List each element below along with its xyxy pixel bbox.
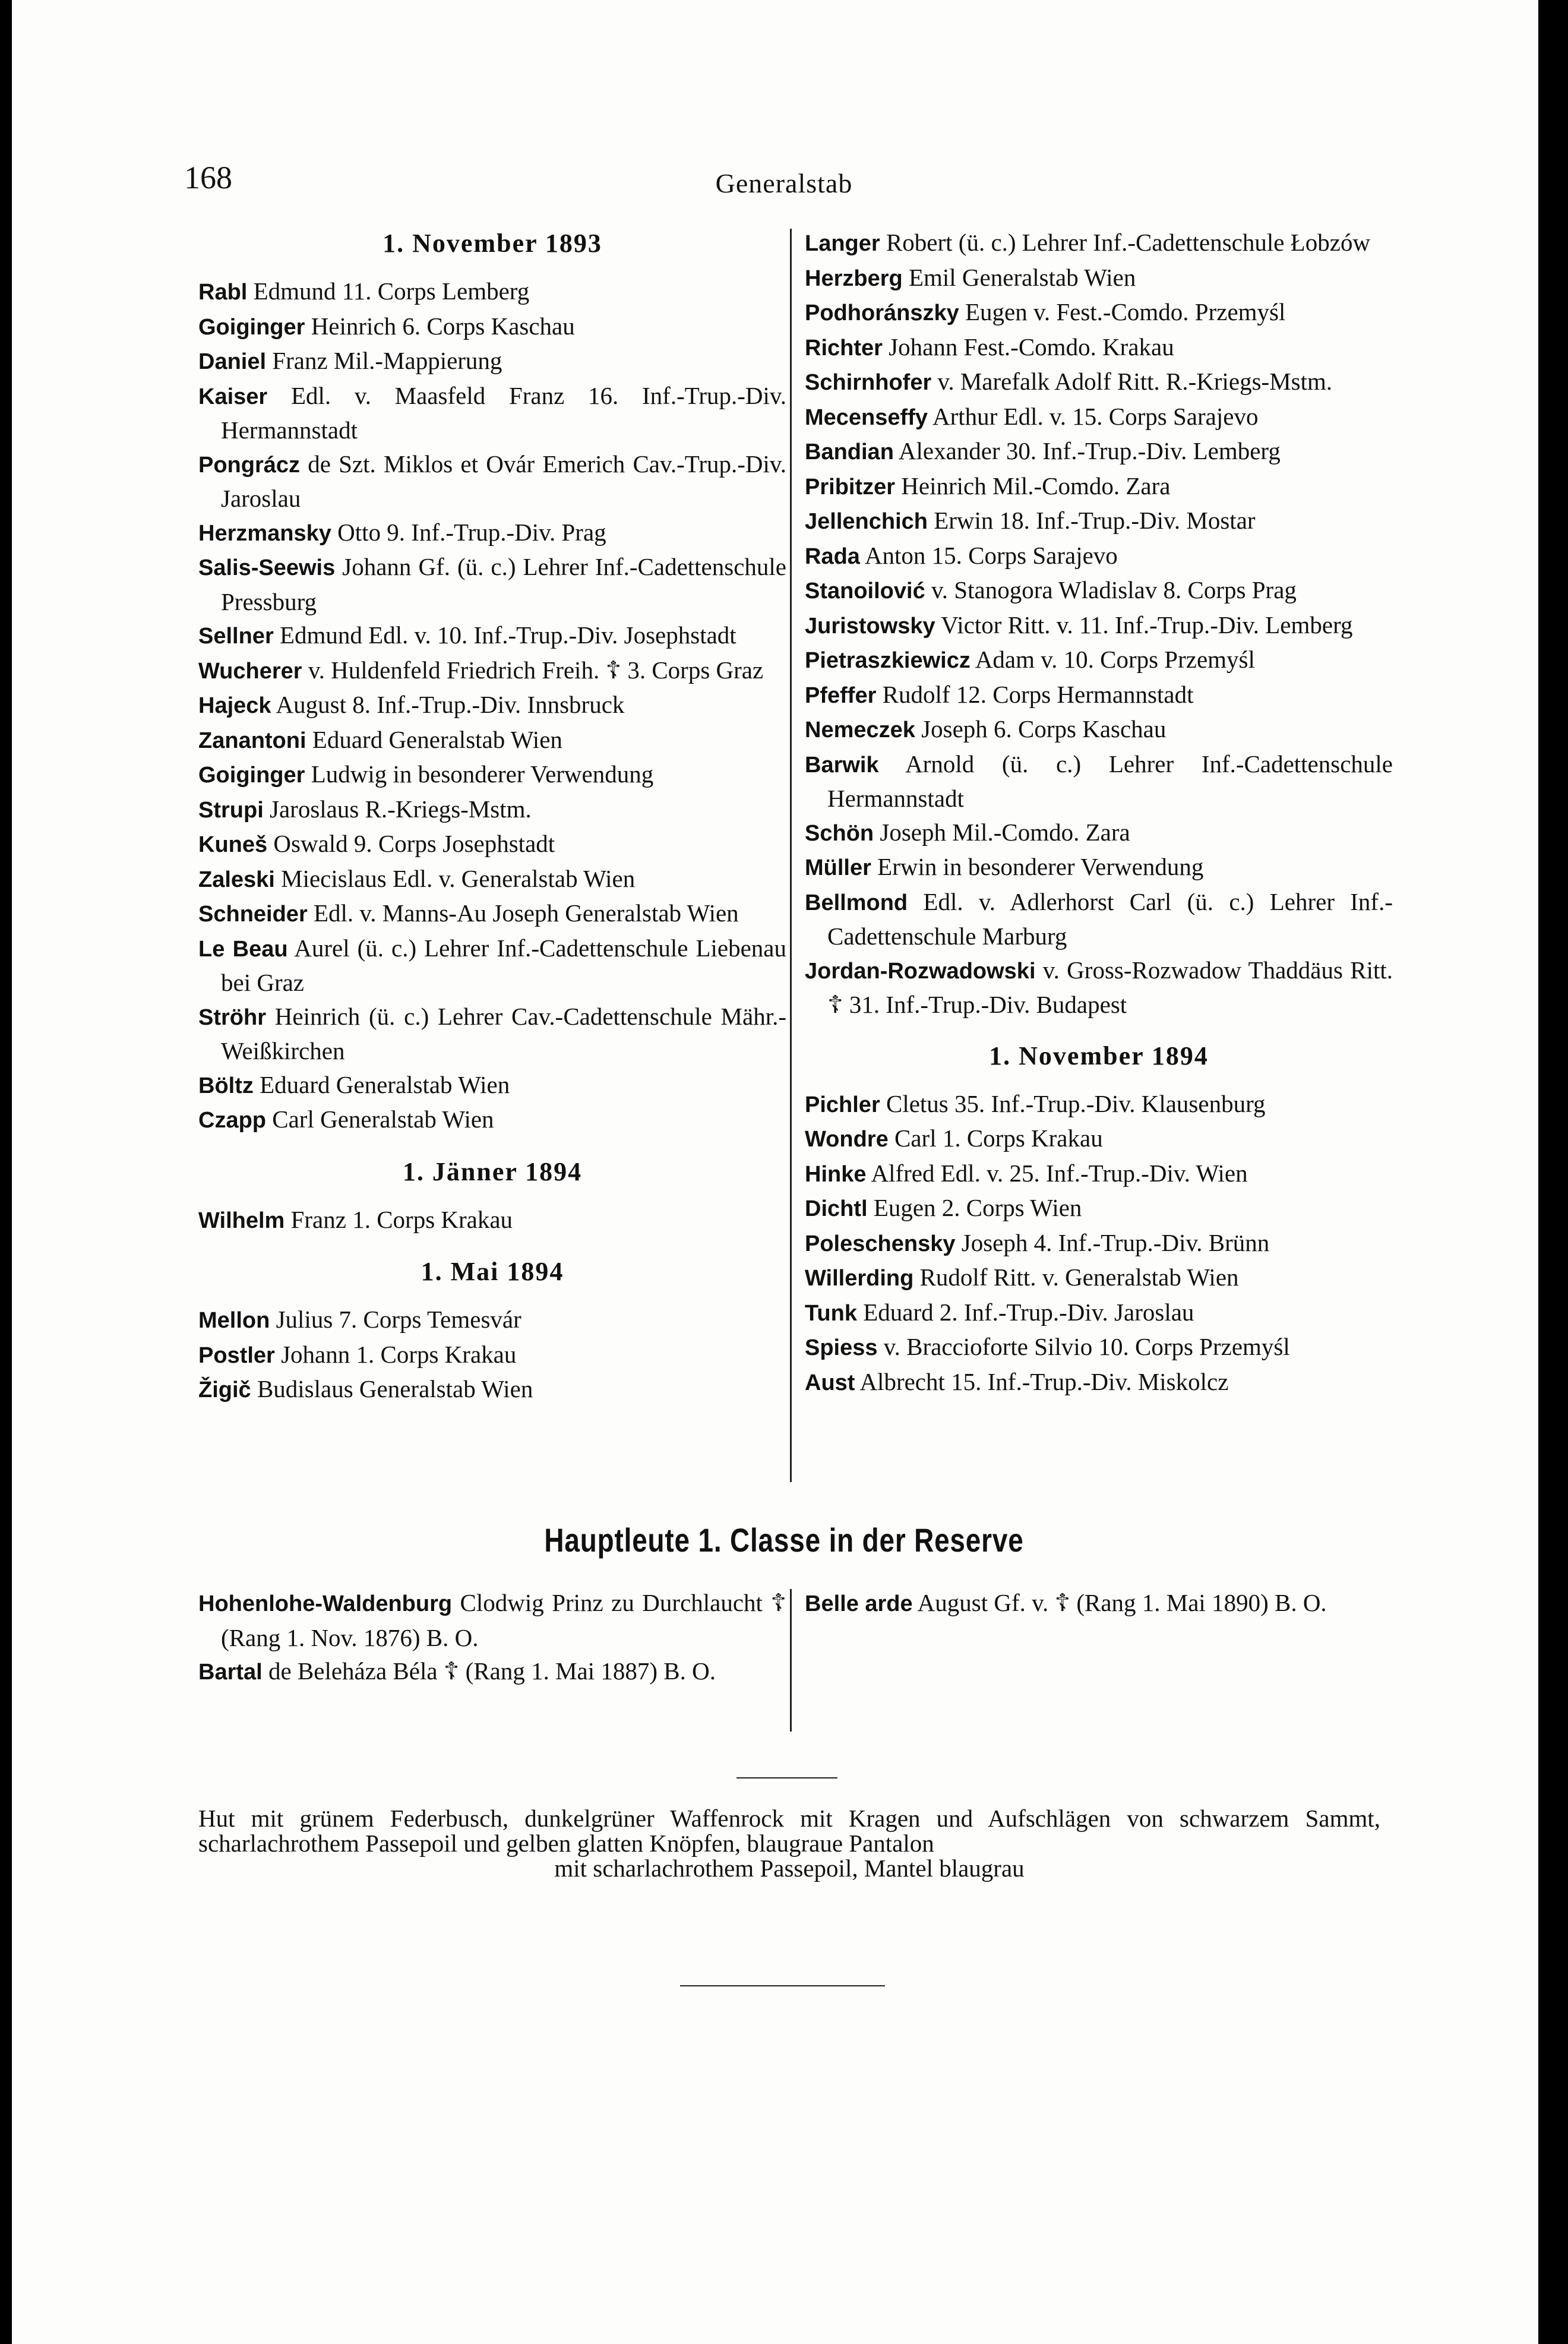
officer-surname: Schön	[805, 820, 874, 846]
roster-entry	[198, 516, 786, 551]
roster-entry	[805, 1157, 1393, 1192]
reserve-column-divider	[790, 1589, 792, 1732]
officer-surname: Herzberg	[805, 266, 903, 291]
officer-details: v. Stanogora Wladislav 8. Corps Prag	[925, 576, 1297, 604]
roster-entry	[198, 653, 786, 688]
officer-surname: Spiess	[805, 1335, 878, 1360]
officer-surname: Tunk	[805, 1300, 857, 1326]
officer-details: Johann Gf. (ü. c.) Lehrer Inf.-Cadettenschule Pressburg	[221, 553, 786, 615]
officer-details: Arthur Edl. v. 15. Corps Sarajevo	[927, 402, 1259, 430]
officer-details: August 8. Inf.-Trup.-Div. Innsbruck	[271, 691, 625, 718]
roster-entry	[198, 757, 786, 792]
officer-surname: Daniel	[198, 349, 267, 374]
uniform-line-1: Hut mit grünem Federbusch, dunkelgrüner Waffenrock mit Kragen und Aufschlägen von schwarzem Sammt, scharlachrothem Passepoil und gelben glatten Knöpfen, blaugraue Pantalon	[198, 1805, 1380, 1857]
roster-entry	[805, 850, 1393, 885]
officer-details: de Szt. Miklos et Ovár Emerich Cav.-Trup.-Div. Jaroslau	[221, 450, 786, 512]
column-divider	[790, 229, 792, 1482]
roster-entry	[198, 447, 786, 516]
officer-surname: Strupi	[198, 797, 264, 823]
officer-surname: Willerding	[805, 1266, 914, 1291]
officer-surname: Richter	[805, 335, 883, 361]
officer-surname: Langer	[805, 231, 880, 256]
roster-entry	[805, 365, 1393, 400]
roster-entry	[198, 896, 786, 931]
officer-surname: Kaiser	[198, 384, 268, 409]
officer-surname: Pfeffer	[805, 683, 877, 708]
officer-details: Otto 9. Inf.-Trup.-Div. Prag	[331, 518, 606, 546]
date-heading: 1. November 1893	[382, 229, 602, 258]
officer-surname: Goiginger	[198, 763, 305, 788]
officer-details: Joseph 6. Corps Kaschau	[915, 715, 1166, 743]
roster-entry	[805, 953, 1393, 1022]
officer-details: Johann 1. Corps Krakau	[274, 1340, 517, 1368]
roster-entry	[805, 295, 1393, 330]
roster-entry	[805, 1226, 1393, 1261]
officer-surname: Bartal	[198, 1660, 263, 1685]
officer-details: Eduard 2. Inf.-Trup.-Div. Jaroslau	[856, 1298, 1194, 1326]
officer-surname: Pribitzer	[805, 474, 896, 500]
roster-entry	[805, 261, 1393, 296]
officer-details: Eugen 2. Corps Wien	[867, 1194, 1082, 1221]
officer-details: Heinrich (ü. c.) Lehrer Cav.-Cadettenschule Mähr.-Weißkirchen	[221, 1002, 786, 1064]
roster-entry	[198, 1303, 786, 1338]
roster-entry	[198, 688, 786, 723]
officer-details: Adam v. 10. Corps Przemyśl	[970, 646, 1255, 673]
officer-details: v. Marefalk Adolf Ritt. R.-Kriegs-Mstm.	[931, 368, 1333, 395]
end-rule	[680, 1985, 885, 1986]
roster-entry	[198, 1068, 786, 1103]
officer-surname: Wucherer	[198, 658, 302, 684]
officer-details: Eduard Generalstab Wien	[306, 725, 562, 753]
officer-details: Edl. v. Manns-Au Joseph Generalstab Wien	[307, 899, 739, 927]
roster-entry	[198, 862, 786, 897]
officer-details: Eugen v. Fest.-Comdo. Przemyśl	[959, 298, 1286, 326]
officer-surname: Hajeck	[198, 693, 271, 718]
officer-surname: Mellon	[198, 1308, 270, 1333]
roster-entry	[805, 1365, 1393, 1400]
officer-surname: Schirnhofer	[805, 370, 932, 395]
officer-surname: Nemeczek	[805, 718, 915, 743]
officer-details: Johann Fest.-Comdo. Krakau	[882, 333, 1174, 361]
roster-entry	[198, 1586, 786, 1654]
officer-surname: Pongrácz	[198, 452, 301, 478]
roster-entry	[198, 723, 786, 758]
roster-entry	[198, 274, 786, 309]
date-heading: 1. Jänner 1894	[402, 1157, 583, 1186]
date-heading: 1. November 1894	[989, 1041, 1209, 1070]
roster-entry	[805, 226, 1393, 261]
officer-details: Alfred Edl. v. 25. Inf.-Trup.-Div. Wien	[866, 1159, 1248, 1187]
officer-surname: Le Beau	[198, 936, 288, 962]
officer-surname: Hinke	[805, 1161, 867, 1187]
officer-surname: Sellner	[198, 624, 274, 649]
officer-surname: Juristowsky	[805, 613, 935, 639]
roster-entry	[805, 573, 1393, 608]
officer-details: Jaroslaus R.-Kriegs-Mstm.	[263, 795, 532, 823]
officer-details: Ludwig in besonderer Verwendung	[305, 760, 654, 788]
officer-details: Eduard Generalstab Wien	[253, 1070, 510, 1098]
officer-surname: Pietraszkiewicz	[805, 648, 970, 673]
roster-entry	[805, 1261, 1393, 1296]
roster-entry	[805, 469, 1393, 504]
officer-details: Oswald 9. Corps Josephstadt	[267, 830, 555, 857]
officer-surname: Bandian	[805, 440, 894, 465]
reserve-right-column	[805, 1586, 1393, 1621]
officer-details: Edmund 11. Corps Lemberg	[247, 277, 530, 305]
officer-surname: Mecenseffy	[805, 405, 928, 430]
roster-entry	[805, 330, 1393, 365]
officer-surname: Wilhelm	[198, 1208, 285, 1233]
officer-details: Heinrich 6. Corps Kaschau	[305, 312, 575, 340]
roster-entry	[198, 827, 786, 862]
officer-surname: Poleschensky	[805, 1231, 956, 1256]
officer-surname: Schneider	[198, 902, 308, 927]
officer-details: Victor Ritt. v. 11. Inf.-Trup.-Div. Lemberg	[935, 611, 1353, 639]
reserve-heading: Hauptleute 1. Classe in der Reserve	[544, 1521, 1024, 1559]
separator-rule	[736, 1777, 837, 1778]
officer-details: Budislaus Generalstab Wien	[251, 1375, 533, 1402]
roster-entry	[198, 344, 786, 379]
officer-details: Rudolf Ritt. v. Generalstab Wien	[913, 1263, 1239, 1291]
officer-surname: Stanoilović	[805, 579, 925, 604]
officer-surname: Podhoránszky	[805, 301, 959, 326]
roster-entry	[198, 931, 786, 1000]
roster-entry	[805, 678, 1393, 713]
officer-details: Miecislaus Edl. v. Generalstab Wien	[274, 864, 636, 892]
roster-entry	[198, 379, 786, 447]
officer-details: Julius 7. Corps Temesvár	[270, 1306, 521, 1333]
officer-details: Arnold (ü. c.) Lehrer Inf.-Cadettenschule Hermannstadt	[827, 750, 1393, 812]
roster-entry	[805, 1087, 1393, 1122]
roster-entry	[198, 1338, 786, 1373]
officer-surname: Belle arde	[805, 1591, 913, 1616]
officer-surname: Zanantoni	[198, 728, 306, 753]
uniform-line-2: mit scharlachrothem Passepoil, Mantel blaugrau	[554, 1855, 1025, 1882]
officer-surname: Postler	[198, 1342, 275, 1368]
officer-details: Franz Mil.-Mappierung	[266, 347, 502, 374]
officer-surname: Dichtl	[805, 1196, 868, 1221]
officer-surname: Salis-Seewis	[198, 555, 336, 580]
uniform-description	[198, 1806, 1380, 1881]
officer-details: Robert (ü. c.) Lehrer Inf.-Cadettenschule Łobzów	[880, 229, 1371, 256]
page-number: 168	[184, 160, 232, 195]
officer-surname: Czapp	[198, 1108, 266, 1133]
officer-surname: Žigič	[198, 1378, 251, 1402]
officer-surname: Goiginger	[198, 314, 305, 340]
officer-details: v. Gross-Rozwadow Thaddäus Ritt. ☦ 31. Inf.-Trup.-Div. Budapest	[827, 956, 1393, 1018]
officer-surname: Ströhr	[198, 1004, 266, 1030]
officer-details: Erwin in besonderer Verwendung	[871, 853, 1204, 880]
officer-details: v. Huldenfeld Friedrich Freih. ☦ 3. Corps Graz	[302, 656, 764, 684]
left-column	[198, 226, 786, 1407]
roster-entry	[805, 1586, 1393, 1621]
officer-surname: Pichler	[805, 1092, 880, 1117]
roster-entry	[805, 816, 1393, 851]
reserve-left-column	[198, 1586, 786, 1689]
officer-surname: Aust	[805, 1370, 855, 1395]
officer-details: Rudolf 12. Corps Hermannstadt	[876, 680, 1194, 708]
roster-entry	[805, 539, 1393, 574]
date-heading: 1. Mai 1894	[421, 1257, 564, 1286]
officer-details: Edl. v. Adlerhorst Carl (ü. c.) Lehrer Inf.-Cadettenschule Marburg	[827, 887, 1393, 950]
officer-details: Heinrich Mil.-Comdo. Zara	[895, 472, 1171, 500]
roster-entry	[805, 434, 1393, 469]
roster-entry	[805, 1296, 1393, 1331]
officer-surname: Barwik	[805, 752, 879, 778]
officer-surname: Böltz	[198, 1073, 254, 1098]
officer-details: Clodwig Prinz zu Durchlaucht ☦ (Rang 1. Nov. 1876) B. O.	[221, 1589, 786, 1651]
officer-details: Joseph Mil.-Comdo. Zara	[874, 818, 1130, 846]
officer-details: Edl. v. Maasfeld Franz 16. Inf.-Trup.-Div. Hermannstadt	[221, 381, 786, 444]
officer-details: Edmund Edl. v. 10. Inf.-Trup.-Div. Josephstadt	[273, 621, 736, 649]
roster-entry	[198, 618, 786, 653]
officer-details: Albrecht 15. Inf.-Trup.-Div. Miskolcz	[855, 1367, 1229, 1395]
officer-surname: Müller	[805, 855, 871, 880]
roster-entry	[805, 747, 1393, 816]
officer-details: Erwin 18. Inf.-Trup.-Div. Mostar	[927, 507, 1256, 534]
right-column	[805, 226, 1393, 1400]
officer-details: Alexander 30. Inf.-Trup.-Div. Lemberg	[893, 437, 1281, 465]
roster-entry	[805, 608, 1393, 643]
roster-entry	[198, 1102, 786, 1138]
officer-surname: Herzmansky	[198, 520, 331, 546]
roster-entry	[198, 550, 786, 618]
officer-surname: Hohenlohe-Waldenburg	[198, 1591, 453, 1616]
roster-entry	[198, 309, 786, 345]
officer-surname: Rada	[805, 544, 860, 569]
officer-details: Carl Generalstab Wien	[266, 1105, 494, 1133]
officer-details: Cletus 35. Inf.-Trup.-Div. Klausenburg	[880, 1089, 1266, 1117]
officer-surname: Jordan-Rozwadowski	[805, 958, 1036, 984]
officer-surname: Wondre	[805, 1127, 889, 1152]
officer-details: de Beleháza Béla ☦ (Rang 1. Mai 1887) B. O.	[262, 1657, 716, 1685]
officer-details: August Gf. v. ☦ (Rang 1. Mai 1890) B. O.	[912, 1589, 1327, 1616]
running-head: Generalstab	[715, 168, 853, 198]
officer-details: Carl 1. Corps Krakau	[888, 1124, 1103, 1152]
roster-entry	[198, 1654, 786, 1689]
roster-entry	[805, 1122, 1393, 1157]
roster-entry	[805, 643, 1393, 678]
officer-surname: Rabl	[198, 280, 248, 305]
roster-entry	[198, 1203, 786, 1238]
roster-entry	[805, 1330, 1393, 1365]
officer-details: Franz 1. Corps Krakau	[284, 1205, 513, 1233]
officer-details: Aurel (ü. c.) Lehrer Inf.-Cadettenschule Liebenau bei Graz	[221, 934, 786, 996]
officer-surname: Jellenchich	[805, 509, 928, 534]
roster-entry	[198, 1372, 786, 1407]
officer-details: Anton 15. Corps Sarajevo	[859, 541, 1118, 569]
roster-entry	[805, 1191, 1393, 1226]
roster-entry	[805, 885, 1393, 953]
roster-entry	[198, 792, 786, 827]
officer-surname: Bellmond	[805, 890, 908, 915]
officer-surname: Kuneš	[198, 832, 268, 857]
roster-entry	[198, 1000, 786, 1068]
officer-surname: Zaleski	[198, 867, 275, 892]
officer-details: Emil Generalstab Wien	[902, 263, 1136, 291]
officer-details: Joseph 4. Inf.-Trup.-Div. Brünn	[955, 1228, 1270, 1256]
officer-details: v. Braccioforte Silvio 10. Corps Przemyśl	[877, 1333, 1290, 1360]
roster-entry	[805, 400, 1393, 435]
roster-entry	[805, 712, 1393, 747]
roster-entry	[805, 504, 1393, 539]
